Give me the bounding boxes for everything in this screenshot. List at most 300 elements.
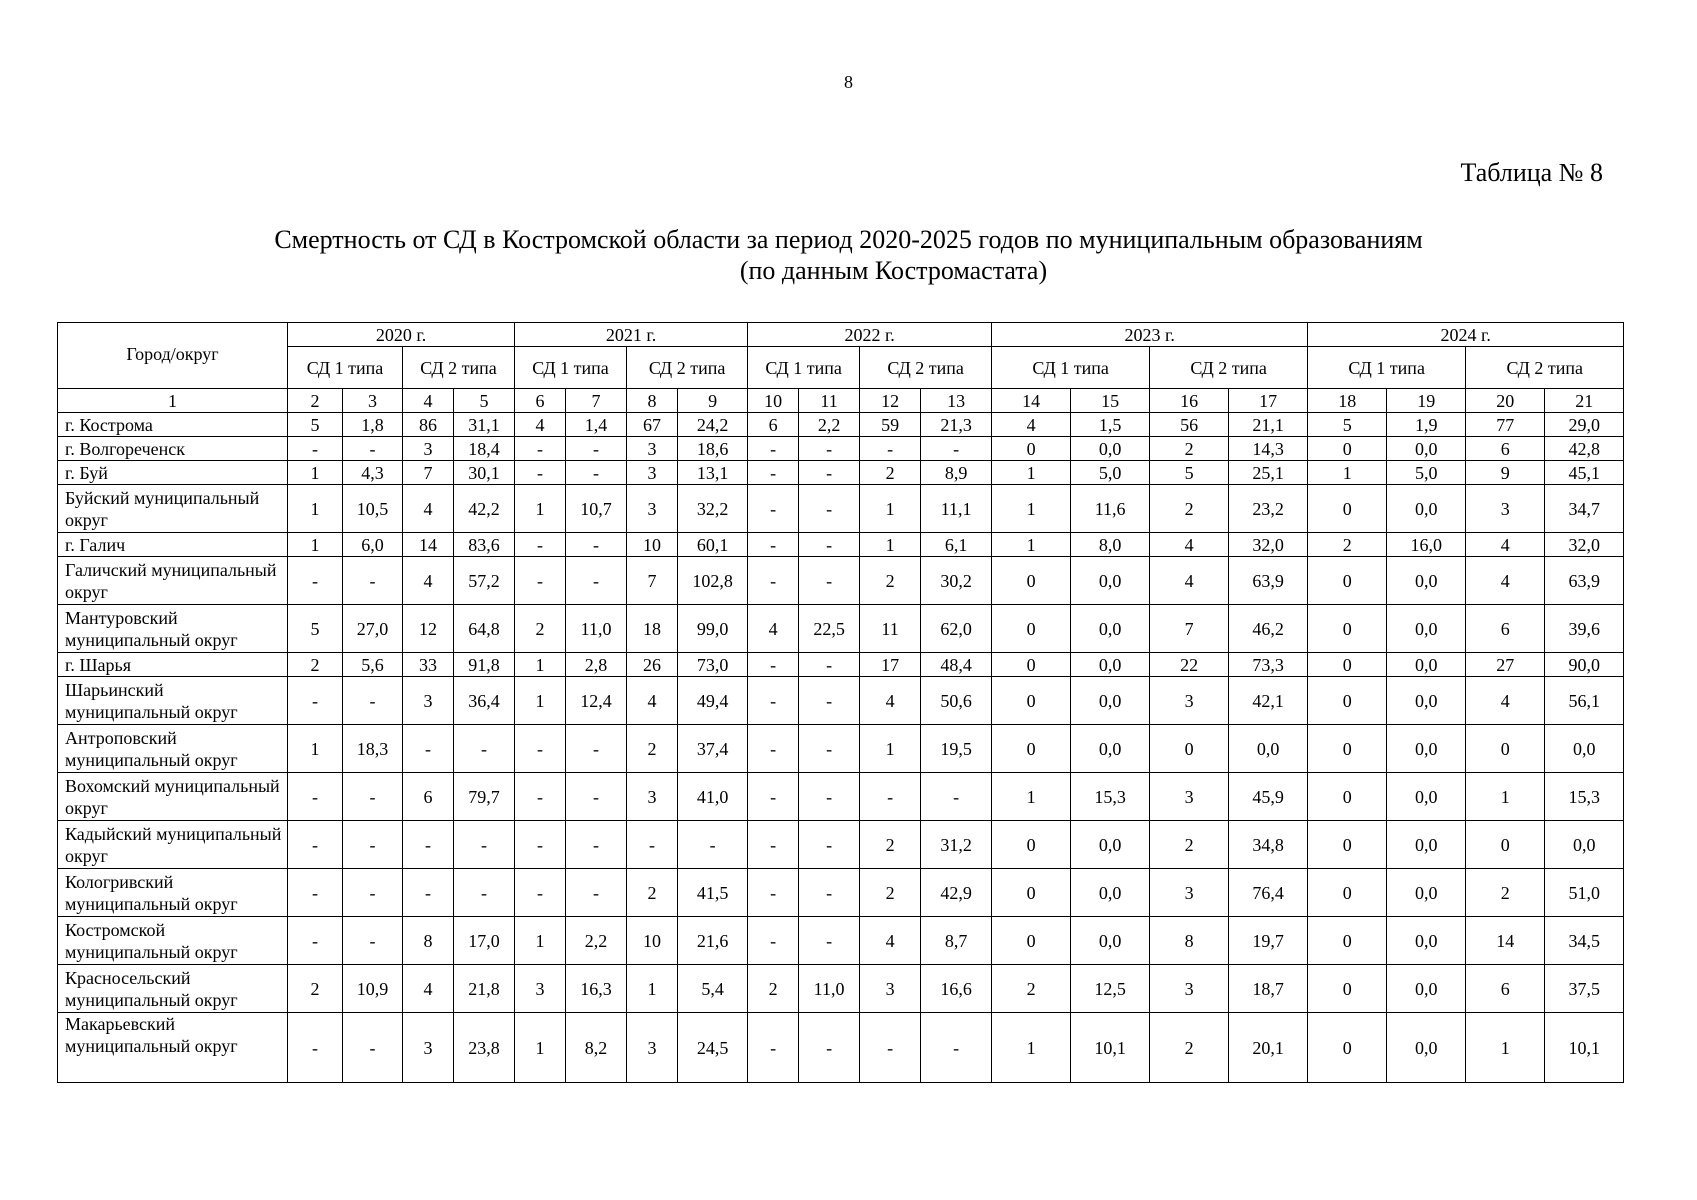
table-cell: 6,1 bbox=[921, 533, 992, 557]
column-number: 14 bbox=[992, 389, 1071, 413]
table-cell: 3 bbox=[1150, 965, 1229, 1013]
column-number: 10 bbox=[748, 389, 799, 413]
table-cell: 3 bbox=[1150, 773, 1229, 821]
column-number: 20 bbox=[1466, 389, 1545, 413]
table-cell: - bbox=[566, 773, 627, 821]
year-header: 2022 г. bbox=[748, 323, 992, 347]
table-cell: 0 bbox=[992, 725, 1071, 773]
region-name: Вохомский муниципальный округ bbox=[58, 773, 288, 821]
region-name: Кадыйский муниципальный округ bbox=[58, 821, 288, 869]
table-cell: - bbox=[799, 1013, 860, 1083]
diabetes-type-header: СД 1 типа bbox=[1308, 347, 1466, 389]
table-cell: 1 bbox=[1466, 1013, 1545, 1083]
table-cell: 2 bbox=[992, 965, 1071, 1013]
table-cell: 23,8 bbox=[454, 1013, 515, 1083]
table-cell: 56 bbox=[1150, 413, 1229, 437]
table-cell: 56,1 bbox=[1545, 677, 1624, 725]
table-cell: 10 bbox=[627, 917, 678, 965]
table-cell: 46,2 bbox=[1229, 605, 1308, 653]
diabetes-type-header: СД 2 типа bbox=[1150, 347, 1308, 389]
table-cell: 3 bbox=[403, 1013, 454, 1083]
table-row bbox=[58, 557, 1624, 605]
table-cell: 0,0 bbox=[1071, 821, 1150, 869]
table-row bbox=[58, 533, 1624, 557]
column-number: 16 bbox=[1150, 389, 1229, 413]
table-cell: 0,0 bbox=[1387, 485, 1466, 533]
column-number: 18 bbox=[1308, 389, 1387, 413]
table-cell: 11,0 bbox=[799, 965, 860, 1013]
region-name: Галичский муниципальный округ bbox=[58, 557, 288, 605]
table-cell: 3 bbox=[1466, 485, 1545, 533]
table-cell: 9 bbox=[1466, 461, 1545, 485]
table-cell: - bbox=[566, 869, 627, 917]
table-cell: 0 bbox=[1150, 725, 1229, 773]
table-cell: 15,3 bbox=[1545, 773, 1624, 821]
table-cell: 1 bbox=[860, 485, 921, 533]
table-label: Таблица № 8 bbox=[1460, 158, 1603, 187]
table-cell: 18,6 bbox=[678, 437, 748, 461]
table-cell: 2 bbox=[860, 821, 921, 869]
table-cell: - bbox=[748, 773, 799, 821]
column-number: 19 bbox=[1387, 389, 1466, 413]
table-cell: 0 bbox=[1308, 821, 1387, 869]
table-cell: 27 bbox=[1466, 653, 1545, 677]
table-cell: 36,4 bbox=[454, 677, 515, 725]
table-cell: - bbox=[288, 869, 343, 917]
table-cell: - bbox=[860, 773, 921, 821]
table-cell: - bbox=[566, 437, 627, 461]
table-cell: - bbox=[288, 773, 343, 821]
table-cell: - bbox=[627, 821, 678, 869]
table-cell: 14 bbox=[1466, 917, 1545, 965]
region-name: Кологривский муниципальный округ bbox=[58, 869, 288, 917]
table-cell: 7 bbox=[627, 557, 678, 605]
table-cell: 16,3 bbox=[566, 965, 627, 1013]
table-cell: 39,6 bbox=[1545, 605, 1624, 653]
table-cell: 12,4 bbox=[566, 677, 627, 725]
table-cell: 1 bbox=[515, 677, 566, 725]
table-cell: 21,6 bbox=[678, 917, 748, 965]
table-cell: 0,0 bbox=[1387, 821, 1466, 869]
table-cell: 0,0 bbox=[1387, 917, 1466, 965]
table-cell: - bbox=[799, 725, 860, 773]
table-cell: 2 bbox=[288, 965, 343, 1013]
table-cell: 1 bbox=[288, 485, 343, 533]
table-cell: 5,0 bbox=[1071, 461, 1150, 485]
region-name: Макарьевский муниципальный округ bbox=[58, 1013, 288, 1083]
table-cell: 0,0 bbox=[1071, 557, 1150, 605]
table-cell: 10,1 bbox=[1071, 1013, 1150, 1083]
table-cell: 86 bbox=[403, 413, 454, 437]
column-number: 12 bbox=[860, 389, 921, 413]
table-cell: - bbox=[515, 437, 566, 461]
table-cell: - bbox=[515, 869, 566, 917]
table-cell: 3 bbox=[515, 965, 566, 1013]
table-cell: 1 bbox=[992, 533, 1071, 557]
table-cell: 0 bbox=[992, 917, 1071, 965]
table-cell: 4 bbox=[1466, 533, 1545, 557]
table-cell: 7 bbox=[403, 461, 454, 485]
column-number: 9 bbox=[678, 389, 748, 413]
table-cell: 23,2 bbox=[1229, 485, 1308, 533]
table-cell: 79,7 bbox=[454, 773, 515, 821]
document-title bbox=[0, 224, 1697, 286]
table-cell: 1 bbox=[1308, 461, 1387, 485]
table-cell: 32,2 bbox=[678, 485, 748, 533]
column-number: 8 bbox=[627, 389, 678, 413]
table-cell: 0 bbox=[1308, 557, 1387, 605]
region-name: г. Галич bbox=[58, 533, 288, 557]
table-cell: - bbox=[288, 437, 343, 461]
diabetes-type-header: СД 1 типа bbox=[992, 347, 1150, 389]
table-cell: 45,1 bbox=[1545, 461, 1624, 485]
table-cell: - bbox=[288, 1013, 343, 1083]
table-cell: 10,7 bbox=[566, 485, 627, 533]
table-cell: 8 bbox=[1150, 917, 1229, 965]
region-name: г. Кострома bbox=[58, 413, 288, 437]
table-cell: - bbox=[566, 461, 627, 485]
column-number: 6 bbox=[515, 389, 566, 413]
table-cell: 2 bbox=[1150, 1013, 1229, 1083]
table-cell: 0,0 bbox=[1387, 677, 1466, 725]
table-cell: 0 bbox=[1466, 725, 1545, 773]
table-cell: 5 bbox=[288, 605, 343, 653]
table-cell: 62,0 bbox=[921, 605, 992, 653]
table-cell: 3 bbox=[1150, 677, 1229, 725]
table-cell: 4 bbox=[1466, 677, 1545, 725]
table-cell: - bbox=[515, 821, 566, 869]
table-cell: 14 bbox=[403, 533, 454, 557]
table-cell: 3 bbox=[627, 773, 678, 821]
column-number: 4 bbox=[403, 389, 454, 413]
table-cell: 0,0 bbox=[1387, 557, 1466, 605]
table-cell: 2 bbox=[1466, 869, 1545, 917]
table-cell: 16,6 bbox=[921, 965, 992, 1013]
table-cell: 73,3 bbox=[1229, 653, 1308, 677]
table-cell: 24,2 bbox=[678, 413, 748, 437]
table-cell: - bbox=[343, 677, 403, 725]
table-row bbox=[58, 1013, 1624, 1083]
table-cell: 1 bbox=[992, 773, 1071, 821]
table-cell: - bbox=[343, 557, 403, 605]
diabetes-type-header: СД 1 типа bbox=[515, 347, 627, 389]
table-cell: 63,9 bbox=[1545, 557, 1624, 605]
table-cell: - bbox=[748, 437, 799, 461]
table-cell: 0,0 bbox=[1387, 437, 1466, 461]
diabetes-type-header: СД 2 типа bbox=[403, 347, 515, 389]
table-cell: 102,8 bbox=[678, 557, 748, 605]
table-cell: - bbox=[515, 773, 566, 821]
region-name: Красносельский муниципальный округ bbox=[58, 965, 288, 1013]
table-cell: - bbox=[566, 821, 627, 869]
table-cell: - bbox=[403, 821, 454, 869]
table-cell: 0 bbox=[1308, 1013, 1387, 1083]
table-cell: - bbox=[799, 533, 860, 557]
table-cell: 30,2 bbox=[921, 557, 992, 605]
table-cell: - bbox=[799, 485, 860, 533]
region-name: Антроповский муниципальный округ bbox=[58, 725, 288, 773]
table-cell: 1 bbox=[515, 653, 566, 677]
table-cell: 51,0 bbox=[1545, 869, 1624, 917]
table-cell: 1 bbox=[515, 1013, 566, 1083]
table-cell: 42,9 bbox=[921, 869, 992, 917]
table-cell: - bbox=[799, 461, 860, 485]
table-cell: - bbox=[454, 869, 515, 917]
table-cell: 10,9 bbox=[343, 965, 403, 1013]
table-cell: 42,2 bbox=[454, 485, 515, 533]
table-cell: - bbox=[748, 917, 799, 965]
table-cell: 0,0 bbox=[1071, 677, 1150, 725]
table-cell: 2,2 bbox=[566, 917, 627, 965]
table-cell: 99,0 bbox=[678, 605, 748, 653]
table-cell: 29,0 bbox=[1545, 413, 1624, 437]
table-cell: 4 bbox=[748, 605, 799, 653]
table-cell: 2 bbox=[860, 557, 921, 605]
region-column-header: Город/округ bbox=[58, 323, 288, 389]
column-number: 11 bbox=[799, 389, 860, 413]
diabetes-type-header: СД 2 типа bbox=[627, 347, 748, 389]
table-cell: 32,0 bbox=[1545, 533, 1624, 557]
table-cell: 0,0 bbox=[1545, 725, 1624, 773]
table-cell: - bbox=[748, 485, 799, 533]
table-row bbox=[58, 413, 1624, 437]
table-cell: 90,0 bbox=[1545, 653, 1624, 677]
table-cell: 2 bbox=[860, 461, 921, 485]
table-cell: 3 bbox=[627, 437, 678, 461]
table-cell: 3 bbox=[627, 1013, 678, 1083]
table-cell: 2,2 bbox=[799, 413, 860, 437]
table-row bbox=[58, 917, 1624, 965]
table-cell: 22 bbox=[1150, 653, 1229, 677]
table-cell: - bbox=[921, 773, 992, 821]
table-cell: - bbox=[515, 461, 566, 485]
table-cell: 18 bbox=[627, 605, 678, 653]
table-cell: 26 bbox=[627, 653, 678, 677]
table-row bbox=[58, 605, 1624, 653]
table-cell: 59 bbox=[860, 413, 921, 437]
region-name: г. Буй bbox=[58, 461, 288, 485]
table-cell: 33 bbox=[403, 653, 454, 677]
table-cell: 18,7 bbox=[1229, 965, 1308, 1013]
table-cell: 57,2 bbox=[454, 557, 515, 605]
table-cell: 2,8 bbox=[566, 653, 627, 677]
table-cell: 0 bbox=[992, 437, 1071, 461]
table-cell: 49,4 bbox=[678, 677, 748, 725]
table-cell: 41,5 bbox=[678, 869, 748, 917]
column-number: 2 bbox=[288, 389, 343, 413]
table-cell: - bbox=[748, 653, 799, 677]
table-cell: 21,3 bbox=[921, 413, 992, 437]
table-cell: 0 bbox=[1308, 437, 1387, 461]
table-cell: 1 bbox=[288, 725, 343, 773]
table-cell: - bbox=[288, 917, 343, 965]
table-cell: 8,0 bbox=[1071, 533, 1150, 557]
column-number: 1 bbox=[58, 389, 288, 413]
table-cell: 3 bbox=[1150, 869, 1229, 917]
table-cell: 11,1 bbox=[921, 485, 992, 533]
table-cell: 8,2 bbox=[566, 1013, 627, 1083]
table-cell: 11,6 bbox=[1071, 485, 1150, 533]
table-cell: 2 bbox=[627, 725, 678, 773]
table-cell: 42,1 bbox=[1229, 677, 1308, 725]
table-cell: 4 bbox=[860, 917, 921, 965]
table-row bbox=[58, 485, 1624, 533]
table-cell: 2 bbox=[288, 653, 343, 677]
table-cell: 24,5 bbox=[678, 1013, 748, 1083]
table-cell: 8 bbox=[403, 917, 454, 965]
table-cell: - bbox=[678, 821, 748, 869]
table-cell: - bbox=[343, 437, 403, 461]
table-cell: 0 bbox=[992, 605, 1071, 653]
table-cell: 1,8 bbox=[343, 413, 403, 437]
table-cell: 21,1 bbox=[1229, 413, 1308, 437]
table-cell: - bbox=[566, 533, 627, 557]
column-number: 13 bbox=[921, 389, 992, 413]
table-cell: 60,1 bbox=[678, 533, 748, 557]
table-cell: 19,5 bbox=[921, 725, 992, 773]
table-cell: 2 bbox=[1150, 437, 1229, 461]
table-cell: 4 bbox=[1150, 557, 1229, 605]
table-cell: - bbox=[799, 917, 860, 965]
region-name: Шарьинский муниципальный округ bbox=[58, 677, 288, 725]
header-type-row bbox=[58, 347, 1624, 389]
table-cell: 34,7 bbox=[1545, 485, 1624, 533]
table-cell: 1 bbox=[860, 533, 921, 557]
table-cell: 17 bbox=[860, 653, 921, 677]
table-cell: 0,0 bbox=[1071, 869, 1150, 917]
column-number: 21 bbox=[1545, 389, 1624, 413]
table-cell: 0,0 bbox=[1387, 725, 1466, 773]
table-cell: 25,1 bbox=[1229, 461, 1308, 485]
table-cell: - bbox=[748, 725, 799, 773]
table-cell: 12 bbox=[403, 605, 454, 653]
table-cell: - bbox=[288, 677, 343, 725]
table-cell: 17,0 bbox=[454, 917, 515, 965]
table-cell: 11,0 bbox=[566, 605, 627, 653]
table-cell: 3 bbox=[403, 437, 454, 461]
table-cell: 2 bbox=[627, 869, 678, 917]
table-cell: 0,0 bbox=[1387, 773, 1466, 821]
table-cell: 0 bbox=[1308, 725, 1387, 773]
diabetes-type-header: СД 1 типа bbox=[748, 347, 860, 389]
diabetes-type-header: СД 1 типа bbox=[288, 347, 403, 389]
table-cell: 0 bbox=[1308, 917, 1387, 965]
table-cell: 41,0 bbox=[678, 773, 748, 821]
column-number: 17 bbox=[1229, 389, 1308, 413]
table-cell: 30,1 bbox=[454, 461, 515, 485]
table-cell: - bbox=[343, 821, 403, 869]
table-cell: 22,5 bbox=[799, 605, 860, 653]
column-number: 5 bbox=[454, 389, 515, 413]
table-cell: - bbox=[799, 437, 860, 461]
table-cell: 1 bbox=[992, 1013, 1071, 1083]
table-row bbox=[58, 677, 1624, 725]
year-header: 2020 г. bbox=[288, 323, 515, 347]
table-cell: 0,0 bbox=[1387, 605, 1466, 653]
table-cell: 0,0 bbox=[1387, 965, 1466, 1013]
table-cell: 13,1 bbox=[678, 461, 748, 485]
table-cell: - bbox=[799, 869, 860, 917]
table-cell: 42,8 bbox=[1545, 437, 1624, 461]
table-cell: 6 bbox=[748, 413, 799, 437]
table-cell: 0 bbox=[1308, 677, 1387, 725]
table-cell: 4 bbox=[1150, 533, 1229, 557]
table-cell: - bbox=[860, 1013, 921, 1083]
table-cell: 0 bbox=[1308, 773, 1387, 821]
table-cell: 4,3 bbox=[343, 461, 403, 485]
page-number: 8 bbox=[844, 72, 853, 92]
table-cell: 73,0 bbox=[678, 653, 748, 677]
table-cell: 34,5 bbox=[1545, 917, 1624, 965]
table-cell: 91,8 bbox=[454, 653, 515, 677]
table-cell: 5,4 bbox=[678, 965, 748, 1013]
table-cell: 50,6 bbox=[921, 677, 992, 725]
table-cell: 0 bbox=[992, 821, 1071, 869]
table-cell: 67 bbox=[627, 413, 678, 437]
region-name: Костромской муниципальный округ bbox=[58, 917, 288, 965]
table-cell: 31,2 bbox=[921, 821, 992, 869]
region-name: Буйский муниципальный округ bbox=[58, 485, 288, 533]
table-cell: - bbox=[799, 653, 860, 677]
table-cell: 3 bbox=[627, 485, 678, 533]
table-cell: 1 bbox=[515, 917, 566, 965]
column-number: 15 bbox=[1071, 389, 1150, 413]
table-cell: - bbox=[566, 725, 627, 773]
table-cell: - bbox=[566, 557, 627, 605]
diabetes-type-header: СД 2 типа bbox=[860, 347, 992, 389]
table-cell: 4 bbox=[403, 965, 454, 1013]
table-cell: 48,4 bbox=[921, 653, 992, 677]
table-cell: 6 bbox=[1466, 965, 1545, 1013]
table-cell: 83,6 bbox=[454, 533, 515, 557]
table-cell: 3 bbox=[403, 677, 454, 725]
year-header: 2024 г. bbox=[1308, 323, 1624, 347]
table-cell: 32,0 bbox=[1229, 533, 1308, 557]
table-cell: - bbox=[748, 533, 799, 557]
table-cell: 1 bbox=[288, 533, 343, 557]
table-cell: 1 bbox=[627, 965, 678, 1013]
table-cell: - bbox=[748, 461, 799, 485]
table-cell: 1 bbox=[992, 461, 1071, 485]
table-row bbox=[58, 461, 1624, 485]
year-header: 2021 г. bbox=[515, 323, 748, 347]
table-row bbox=[58, 653, 1624, 677]
table-cell: 1 bbox=[992, 485, 1071, 533]
table-cell: 8,9 bbox=[921, 461, 992, 485]
table-cell: 2 bbox=[748, 965, 799, 1013]
column-number: 3 bbox=[343, 389, 403, 413]
table-row bbox=[58, 869, 1624, 917]
table-cell: - bbox=[454, 821, 515, 869]
table-cell: - bbox=[515, 557, 566, 605]
table-cell: 2 bbox=[1150, 485, 1229, 533]
table-cell: 0 bbox=[1308, 869, 1387, 917]
table-cell: 0 bbox=[1308, 485, 1387, 533]
table-cell: 18,3 bbox=[343, 725, 403, 773]
table-cell: 4 bbox=[992, 413, 1071, 437]
table-cell: - bbox=[515, 533, 566, 557]
table-row bbox=[58, 437, 1624, 461]
table-cell: 1,9 bbox=[1387, 413, 1466, 437]
table-cell: 0,0 bbox=[1071, 725, 1150, 773]
table-cell: - bbox=[343, 773, 403, 821]
table-cell: 6,0 bbox=[343, 533, 403, 557]
table-cell: - bbox=[748, 677, 799, 725]
table-cell: 10 bbox=[627, 533, 678, 557]
table-cell: - bbox=[343, 869, 403, 917]
table-cell: - bbox=[454, 725, 515, 773]
table-cell: 14,3 bbox=[1229, 437, 1308, 461]
